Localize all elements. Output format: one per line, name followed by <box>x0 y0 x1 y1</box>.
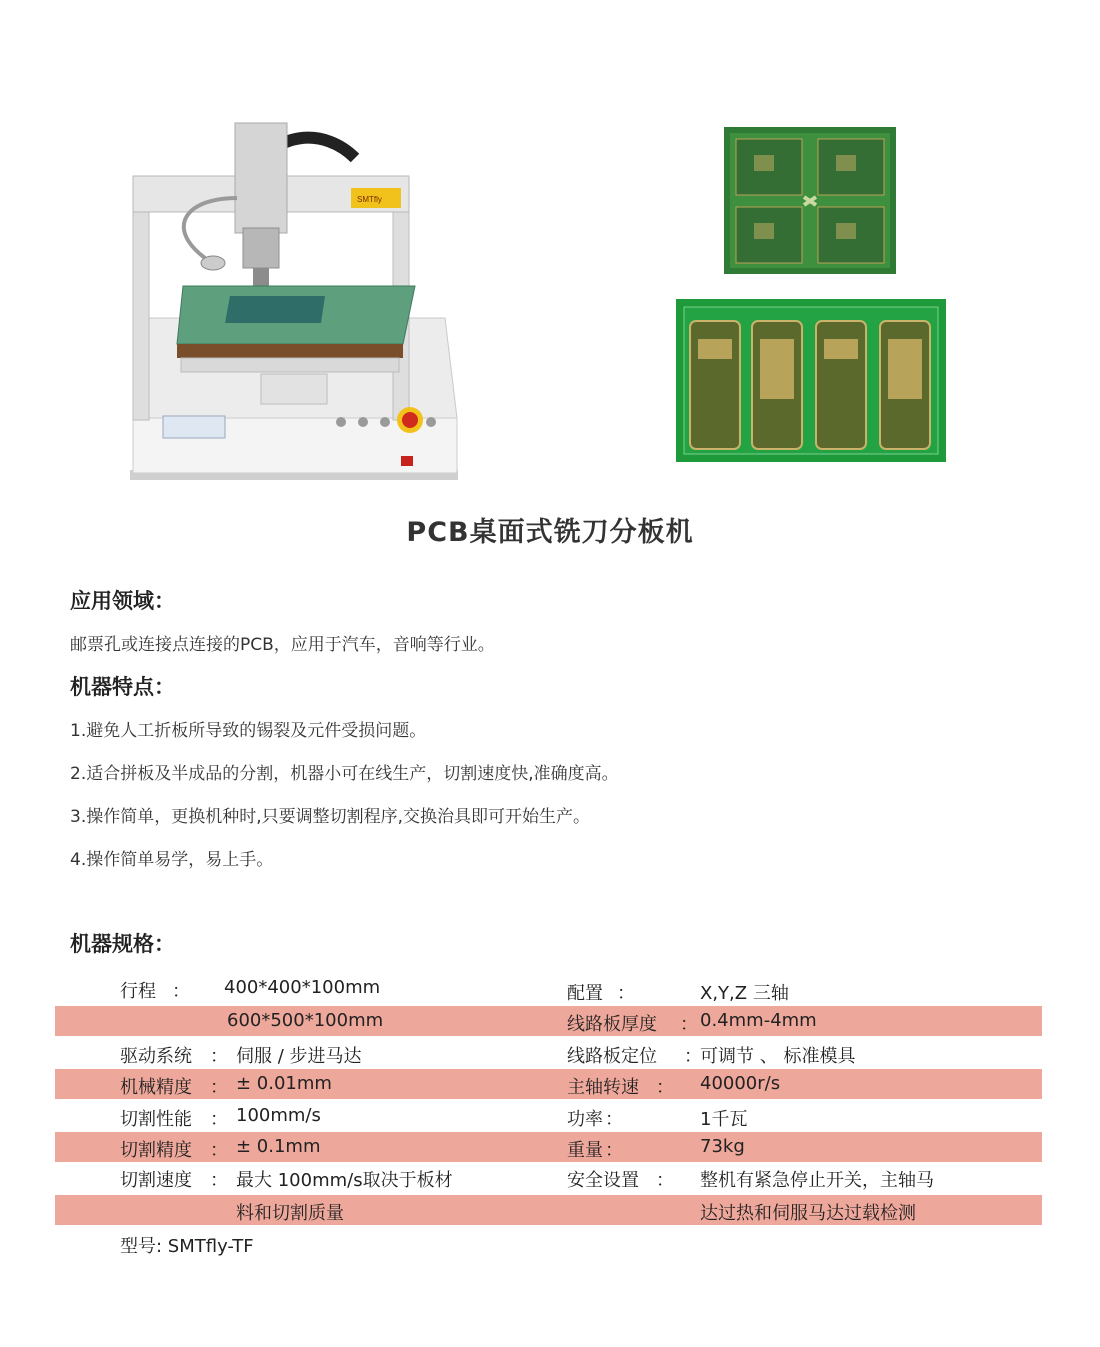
feature-item-3: 3.操作简单，更换机种时,只要调整切割程序,交换治具即可开始生产。 <box>70 807 591 827</box>
spec-value: 0.4mm-4mm <box>700 1010 817 1031</box>
spec-colon: ： <box>617 983 635 1004</box>
specs-heading: 机器规格： <box>70 932 175 956</box>
spec-value: 1千瓦 <box>700 1109 748 1130</box>
spec-label: 功率 <box>567 1109 603 1130</box>
spec-colon: ： <box>605 1140 623 1161</box>
spec-value: 整机有紧急停止开关，主轴马 <box>700 1170 934 1191</box>
spec-label: 切割速度 <box>120 1170 192 1191</box>
spec-value: 最大 100mm/s取决于板材 <box>236 1170 453 1191</box>
spec-value: X,Y,Z 三轴 <box>700 983 789 1004</box>
spec-value: 73kg <box>700 1136 745 1157</box>
machine-logo: SMTfly <box>357 195 382 204</box>
spec-label: 线路板定位 <box>567 1046 657 1067</box>
application-text: 邮票孔或连接点连接的PCB，应用于汽车，音响等行业。 <box>70 635 495 655</box>
features-heading: 机器特点： <box>70 675 175 699</box>
spec-colon: ： <box>680 1014 698 1035</box>
spec-label: 重量 <box>567 1140 603 1161</box>
feature-item-2: 2.适合拼板及半成品的分割，机器小可在线生产，切割速度快,准确度高。 <box>70 764 619 784</box>
spec-label: 安全设置 <box>567 1170 639 1191</box>
spec-colon: ： <box>210 1077 228 1098</box>
spec-value: 600*500*100mm <box>227 1010 384 1031</box>
spec-label: 机械精度 <box>120 1077 192 1098</box>
spec-colon: ： <box>210 1170 228 1191</box>
spec-value: 达过热和伺服马达过载检测 <box>700 1203 916 1224</box>
machine-photo <box>125 118 465 483</box>
spec-colon: ： <box>210 1140 228 1161</box>
spec-colon: ： <box>210 1046 228 1067</box>
spec-label: 驱动系统 <box>120 1046 192 1067</box>
spec-value: ± 0.1mm <box>236 1136 321 1157</box>
pcb-panel-2 <box>676 299 946 462</box>
page-title: PCB桌面式铣刀分板机 <box>406 517 694 548</box>
pcb-panel-1 <box>724 127 896 274</box>
spec-value: 可调节 、 标准模具 <box>700 1046 856 1067</box>
application-heading: 应用领域： <box>70 589 175 613</box>
spec-label: 切割精度 <box>120 1140 192 1161</box>
spec-label: 线路板厚度 <box>567 1014 657 1035</box>
spec-label: 配置 <box>567 983 603 1004</box>
spec-colon: ： <box>656 1077 674 1098</box>
spec-row-band <box>55 1069 1042 1099</box>
spec-value: 40000r/s <box>700 1073 781 1094</box>
model-number: 型号: SMTfly-TF <box>120 1236 254 1257</box>
spec-label: 切割性能 <box>120 1109 192 1130</box>
spec-label: 主轴转速 <box>567 1077 639 1098</box>
spec-value: 100mm/s <box>236 1105 321 1126</box>
feature-item-1: 1.避免人工折板所导致的锡裂及元件受损问题。 <box>70 721 427 741</box>
feature-item-4: 4.操作简单易学，易上手。 <box>70 850 274 870</box>
spec-row-band <box>55 1132 1042 1162</box>
spec-value: 伺服 / 步进马达 <box>236 1046 362 1067</box>
spec-value: 料和切割质量 <box>236 1203 344 1224</box>
spec-label: 行程 <box>120 981 156 1002</box>
spec-value: ± 0.01mm <box>236 1073 332 1094</box>
spec-colon: ： <box>684 1046 702 1067</box>
spec-row-band <box>55 1006 1042 1036</box>
spec-colon: ： <box>605 1109 623 1130</box>
spec-value: 400*400*100mm <box>224 977 381 998</box>
spec-colon: ： <box>172 981 190 1002</box>
spec-colon: ： <box>656 1170 674 1191</box>
spec-colon: ： <box>210 1109 228 1130</box>
